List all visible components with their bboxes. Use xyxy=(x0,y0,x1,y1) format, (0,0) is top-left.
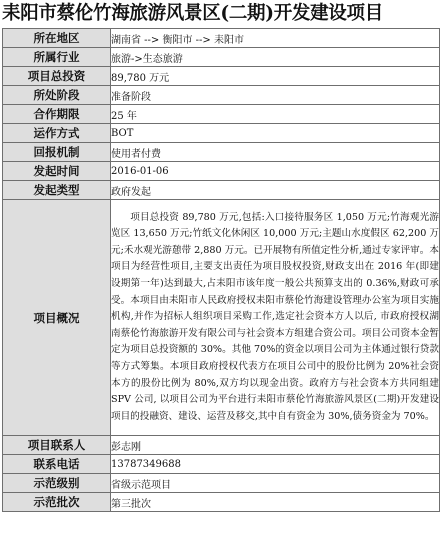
row-label-term: 合作期限 xyxy=(3,105,111,124)
row-label-initiation-type: 发起类型 xyxy=(3,181,111,200)
row-value-total-investment: 89,780 万元 xyxy=(111,67,440,86)
table-row xyxy=(3,493,440,512)
row-value-contact: 彭志刚 xyxy=(111,436,440,455)
row-label-demo-level: 示范级别 xyxy=(3,474,111,493)
row-label-operation-mode: 运作方式 xyxy=(3,124,111,143)
table-row xyxy=(3,105,440,124)
table-row xyxy=(3,124,440,143)
table-row xyxy=(3,474,440,493)
row-label-industry: 所属行业 xyxy=(3,48,111,67)
row-value-phone: 13787349688 xyxy=(111,455,440,474)
row-value-initiation-date: 2016-01-06 xyxy=(111,162,440,181)
table-row xyxy=(3,162,440,181)
row-label-initiation-date: 发起时间 xyxy=(3,162,111,181)
row-label-return-mechanism: 回报机制 xyxy=(3,143,111,162)
row-label-stage: 所处阶段 xyxy=(3,86,111,105)
table-row xyxy=(3,86,440,105)
table-row xyxy=(3,67,440,86)
row-label-demo-batch: 示范批次 xyxy=(3,493,111,512)
project-overview-text: 项目总投资 89,780 万元,包括:入口接待服务区 1,050 万元;竹海观光游览区 13,650 万元;竹纸文化休闲区 10,000 万元;主题山水度假区 62,200 万元;禾水观光游憩带 2,880 万元。已开展物有所值定性分析,通过专家评审。本项目为经营性项目,主要支出责任为项目股权投资,财政支出在 2016 年(即建设期第一年)达到最大,占耒阳市该年度一般公共预算支出的 0.36%,财政可承受。本项目由耒阳市人民政府授权耒阳市蔡伦竹海建设管理办公室为项目实施机构,并作为招标人组织项目采购工作,选定社会资本方人以后, 市政府授权湖南蔡伦竹海旅游开发有限公司与社会资本方组建合资公司。项目公司资本金暂定为项目总投资额的 30%。其他 70%的资金以项目公司为主体通过银行贷款等方式筹集。本项目政府授权代表方在项目公司中的股份比例为 20%社会资本方的股份比例为 80%,双方均以现金出资。政府方与社会资本方共同组建 SPV 公司, 以项目公司为平台进行耒阳市蔡伦竹海旅游风景区(二期)开发建设项目的投融资、建设、运营及移交,其中自有资金为 30%,债务资金为 70%。 xyxy=(111,200,440,436)
row-value-demo-level: 省级示范项目 xyxy=(111,474,440,493)
table-row xyxy=(3,181,440,200)
row-value-operation-mode: BOT xyxy=(111,124,440,143)
table-row xyxy=(3,455,440,474)
row-value-stage: 准备阶段 xyxy=(111,86,440,105)
row-label-region: 所在地区 xyxy=(3,29,111,48)
row-value-return-mechanism: 使用者付费 xyxy=(111,143,440,162)
table-row xyxy=(3,48,440,67)
row-label-contact: 项目联系人 xyxy=(3,436,111,455)
row-label-total-investment: 项目总投资 xyxy=(3,67,111,86)
table-row xyxy=(3,200,440,436)
project-info-table xyxy=(2,28,440,512)
table-row xyxy=(3,143,440,162)
row-label-phone: 联系电话 xyxy=(3,455,111,474)
row-value-demo-batch: 第三批次 xyxy=(111,493,440,512)
row-value-initiation-type: 政府发起 xyxy=(111,181,440,200)
row-value-region: 湖南省 --> 衡阳市 --> 耒阳市 xyxy=(111,29,440,48)
table-row xyxy=(3,29,440,48)
table-row xyxy=(3,436,440,455)
page-title: 耒阳市蔡伦竹海旅游风景区(二期)开发建设项目 xyxy=(2,3,383,24)
row-value-term: 25 年 xyxy=(111,105,440,124)
row-label-overview: 项目概况 xyxy=(3,200,111,436)
row-value-industry: 旅游->生态旅游 xyxy=(111,48,440,67)
